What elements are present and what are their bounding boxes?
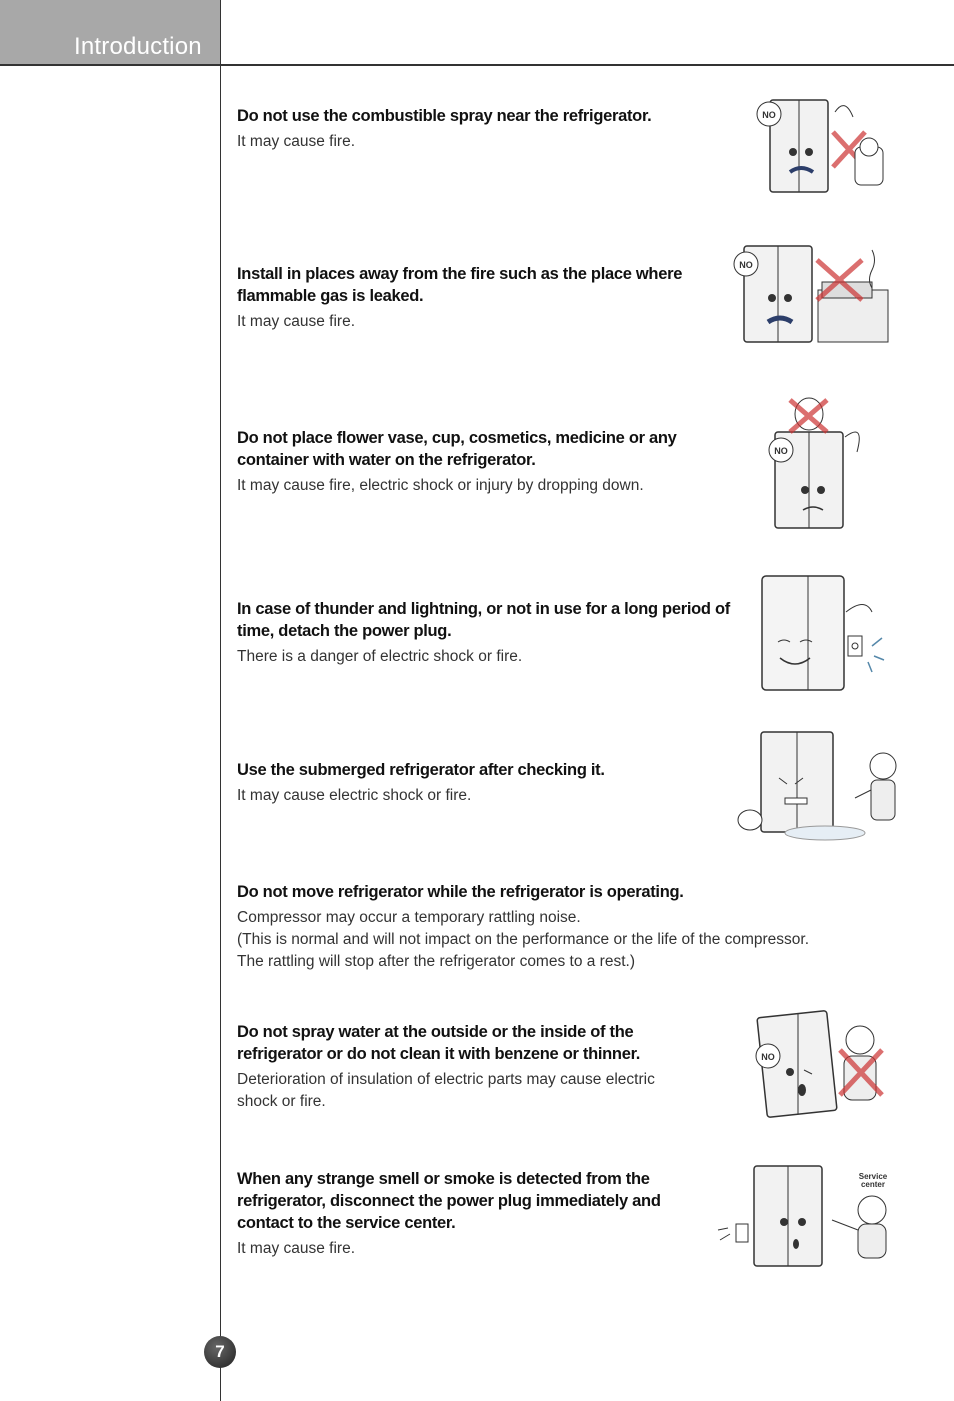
no-badge: NO: [761, 1052, 775, 1062]
no-water-spray-illustration: [752, 1000, 897, 1125]
safety-item-thunder-unplug: [237, 598, 737, 668]
item-body-line3: The rattling will stop after the refrigerator comes to a rest.): [237, 953, 635, 970]
safety-item-combustible-spray: [237, 105, 717, 153]
item-heading-line1: In case of thunder and lightning, or not in use for a long period of: [237, 600, 730, 618]
margin-rule: [220, 0, 221, 1401]
header-rule: [0, 64, 954, 66]
section-title: Introduction: [74, 33, 202, 60]
item-heading-line2: refrigerator or do not clean it with benzene or thinner.: [237, 1045, 641, 1063]
item-heading-line2: container with water on the refrigerator.: [237, 451, 536, 469]
unplug-illustration: [750, 572, 890, 694]
no-badge: NO: [762, 110, 776, 120]
service-center-illustration: [712, 1160, 902, 1270]
no-spray-illustration: [745, 92, 895, 197]
safety-item-submerged: [237, 759, 717, 807]
service-center-label-line1: Service: [858, 1172, 888, 1181]
item-heading-line2: flammable gas is leaked.: [237, 287, 424, 305]
item-body: It may cause fire.: [237, 313, 356, 330]
service-center-label-line2: center: [860, 1180, 886, 1189]
item-heading-line1: Do not place flower vase, cup, cosmetics, medicine or any: [237, 429, 677, 447]
item-body: It may cause fire.: [237, 1240, 356, 1257]
safety-item-no-water-spray: [237, 1021, 717, 1113]
item-heading-line3: contact to the service center.: [237, 1214, 456, 1232]
safety-item-do-not-move: [237, 881, 897, 973]
item-body-line2: (This is normal and will not impact on the performance or the life of the compressor.: [237, 931, 810, 948]
item-heading-line1: Do not spray water at the outside or the inside of the: [237, 1023, 634, 1041]
item-heading: Do not move refrigerator while the refrigerator is operating.: [237, 883, 684, 901]
item-heading: Do not use the combustible spray near the refrigerator.: [237, 107, 652, 125]
item-heading: Use the submerged refrigerator after checking it.: [237, 761, 605, 779]
item-body-line2: shock or fire.: [237, 1093, 326, 1110]
item-body: It may cause fire.: [237, 133, 356, 150]
item-body: There is a danger of electric shock or fire.: [237, 648, 523, 665]
no-badge: NO: [739, 260, 753, 270]
item-heading-line1: Install in places away from the fire such as the place where: [237, 265, 683, 283]
safety-item-strange-smell: [237, 1168, 717, 1260]
item-body: It may cause fire, electric shock or injury by dropping down.: [237, 477, 644, 494]
safety-item-no-containers: [237, 427, 717, 497]
no-gas-illustration: [722, 240, 897, 348]
submerged-illustration: [735, 728, 905, 843]
no-badge: NO: [774, 446, 788, 456]
item-heading-line1: When any strange smell or smoke is detected from the: [237, 1170, 650, 1188]
item-body-line1: Deterioration of insulation of electric parts may cause electric: [237, 1071, 655, 1088]
item-body-line1: Compressor may occur a temporary rattling noise.: [237, 909, 581, 926]
item-body: It may cause electric shock or fire.: [237, 787, 472, 804]
safety-item-flammable-gas: [237, 263, 717, 333]
section-tab: [0, 0, 220, 65]
item-heading-line2: time, detach the power plug.: [237, 622, 452, 640]
item-heading-line2: refrigerator, disconnect the power plug immediately and: [237, 1192, 661, 1210]
no-vase-illustration: [765, 392, 875, 534]
page-number: 7: [204, 1336, 236, 1368]
